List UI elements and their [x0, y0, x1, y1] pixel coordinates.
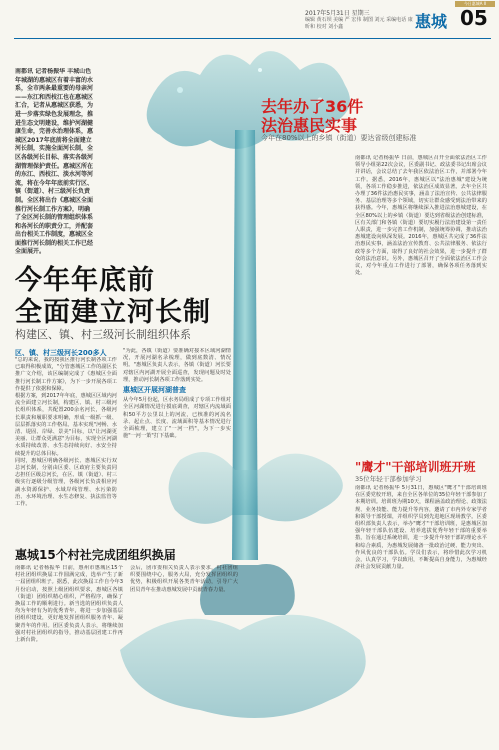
section-heading-river-chiefs: 区、镇、村三级河长200多人	[15, 349, 107, 357]
article-title-line2: 法治惠民实事	[261, 116, 358, 135]
article-body-legal: 南都讯 记者杨振华 日前，惠城区召开全面依法治区工作领导小组第22次会议，区委副书记、政法委书记出席会议并讲话，会议总结了去年我区依法治区工作，并部署今年工作。据悉，2016年，惠城区以"法治惠城"建设为统领，各项工作稳步推进，依法治区成效显著。去年全区共办理了36件法治惠民实事，涵盖了法治宣传、公共法律服务、基层治理等多个领域，切实让群众感受到法治带来的获得感。今年，惠城区将继续深入推进法治惠城建设，在全区80%以上的乡镇（街道）要达到省级法治创建标准，区有关部门和各镇（街道）要切实履行法治建设第一责任人职责，进一步完善工作机制，加强统筹协调，推动法治惠城建设向纵深发展。2016年，惠城区共完成了36件法治惠民实事，涵盖法治宣传教育、公共法律服务、依法行政等多个方面，取得了良好的社会效果，进一步提升了群众的法治意识。另外，惠城区召开了全面依法治区工作会议，对今年重点工作进行了部署，确保各项任务落到实处。	[355, 155, 487, 277]
article-title-line1: 去年办了36件	[261, 97, 364, 116]
main-headline-line2: 全面建立河长制	[15, 297, 211, 328]
article-subtitle: 今年在80%以上的乡镇（街道）要达省级创建标准	[261, 134, 417, 142]
paragraph: 同时，惠城区明确各级河长、惠城区实行双总河长制，分别由区委、区政府主要负责同志担任区级总河长，在区、镇（街道）、村三级实行逐级分级管理，各级河长负责相应河湖水资源保护、水域岸线管理、水污染防治、水环境治理、水生态修复、执法监管等工作。	[15, 457, 117, 508]
sparkle	[177, 87, 183, 93]
article-title-cadre-training: "鹰才"干部培训班开班	[355, 460, 476, 474]
paragraph: "总的来说，我的按我区推行河长制各项工作已取得积极成效，"分管惠城区工作的副区长推广文介绍，该区编制完成了《惠城区全面推行河长制工作方案》，为下一步开展各项工作提供了依据和保障。	[15, 357, 117, 392]
article-body-youth-league: 南都讯 记者杨振华 日前，惠州市惠城区15个村社团组织换届工作圆满完成，选举产生了新一届团组织班子。据悉，此次换届工作自今年3月份启动，按照上级团组织要求，惠城区各镇（街道）团组织精心组织，严格程序，确保了换届工作的顺利进行。新当选的团组织负责人均为年轻有为的优秀青年，将进一步加强基层团组织建设，更好地发挥团组织服务青年、凝聚青年的作用。团区委负责人表示，将继续加强对村社团组织的指导，推动基层团建工作再上新台阶。	[15, 565, 123, 644]
editors-credits: 编辑 黄石坝 美编 严 宏伟 制图 刘元 采编电话 康 昕和 校对 刘小鑫	[305, 17, 413, 30]
page-header	[0, 0, 499, 40]
article-title-youth-league: 惠城15个村社完成团组织换届	[15, 548, 176, 562]
page-number: 05	[460, 6, 488, 30]
issue-date: 2017年5月31日 星期三	[305, 10, 370, 17]
paragraph: 根据方案，到2017年年底，惠城区区域内河流全面建立河长制，构建区、镇、村三级河长组织体系，共配置200余名河长，各级河长职责和履职要求明确，形成一级抓一级、层层抓落实的工作格局。基本实现"河畅、水清、堤固、岸绿、景美"目标，以"让河湖更美丽、让群众更满意"为目标，实现全区河湖水质持续改善、水生态持续向好、水安全持续提升的总体目标。	[15, 393, 117, 457]
main-headline-line1: 今年年底前	[15, 265, 155, 296]
article-subtitle-cadre: 35位年轻干部参加学习	[355, 475, 422, 483]
section-tag: 今日惠城A II	[455, 1, 495, 7]
paragraph: "为此，各镇（街道）要准确对接本区域河湖情况，开展河湖名录梳理，做到底数清、情况明。"惠城区负责人表示，各镇（街道）河长要对辖区内河湖开展全面巡查，发现问题及时处理，推动河长制各项工作落到实处。	[123, 348, 231, 383]
section-brand: 惠城	[415, 12, 448, 31]
body-column-1	[15, 357, 117, 545]
sparkle	[258, 68, 262, 72]
paragraph: 从今年5月份起，区水务局组成了专项工作组对全区河湖情况进行摸底调查，对辖区内流域面积50平方公里以上的河流，已核准的河流名录、起止点、长度、流域面积等基本情况进行全面梳理，建立了"一河一档"，为下一步实施"一河一策"打下基础。	[123, 397, 231, 440]
lead-paragraph: 南都讯 记者杨振华 丰城山色年城湖的惠城区有着丰富的水系，全市两条最重要的母亲河——东江和西枝江也在惠城区汇合，记者从惠城区获悉，为进一步落实绿色发展理念，推进生态文明建设，维护河湖健康生命，完善水治理体系，惠城区2017年底前将全面建立河长制，实施全面河长制，全区各级河长目标、落实各级河湖管理保护责任。惠城区所在的东江、西枝江、淡水河等河流，将在今年年底前实行区、镇（街道）、村三级河长负责制。全区将出台《惠城区全面推行河长制工作方案》，明确了全区河长制的管理组织体系和各河长的职责分工，并配套出台相关工作制度，惠城区全面推行河长制的相关工作已经全面展开。	[15, 68, 94, 256]
article-body-cadre: 南都讯 记者杨振华 5月31日，惠城区"鹰才"干部培训班在区委党校开班，来自全区各单位的35位年轻干部参加了本期培训。培训班为期10天，课程涵盖政治理论、政策法规、业务技能、能力提升等内容，邀请了市内外专家学者和领导干部授课，并组织学员到先进地区现场教学。区委组织部负责人表示，举办"鹰才"干部培训班，是惠城区加强年轻干部队伍建设、培养选拔优秀年轻干部的重要举措，旨在通过系统培训，进一步提升年轻干部的理论水平和综合素质，为惠城发展储备一批政治过硬、能力突出、作风优良的干部队伍。学员们表示，将珍惜此次学习机会，认真学习，学以致用，不断提高自身能力，为惠城经济社会发展贡献力量。	[355, 485, 487, 571]
body-column-2	[123, 348, 231, 544]
section-heading-survey: 惠城区开展河湖普查	[123, 386, 186, 395]
main-headline-subtitle: 构建区、镇、村三级河长制组织体系	[15, 328, 191, 341]
header-rule	[14, 38, 491, 39]
article-body-youth-league-2: 会后，团市委相关负责人表示要求，村社团组织要围绕中心，服务大局，充分发挥团组织的优势，积极组织开展各类青年活动，引导广大团员青年在推动惠城发展中贡献青春力量。	[130, 565, 238, 593]
